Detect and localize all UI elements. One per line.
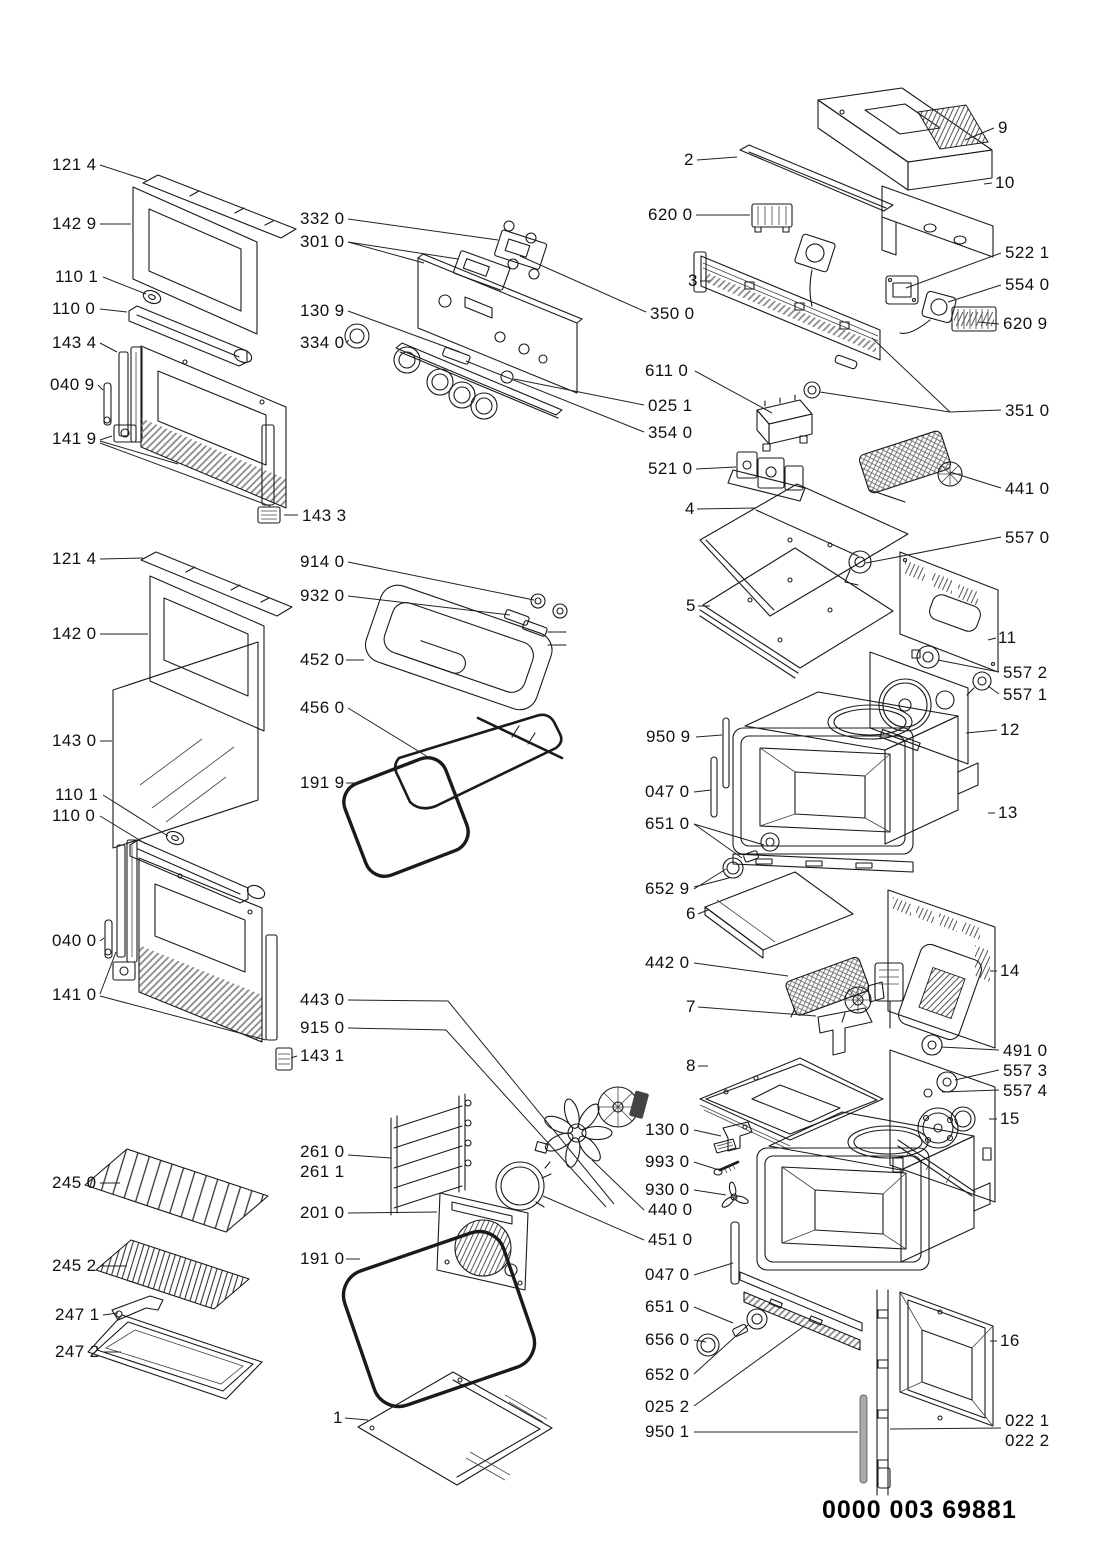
part-label: 191 9	[300, 773, 345, 792]
grill-element-group	[361, 580, 567, 714]
leader-line	[348, 1155, 391, 1158]
part-label: 14	[1000, 961, 1020, 980]
relay-611	[757, 395, 812, 451]
leader-line	[348, 562, 534, 600]
hinge-130	[714, 1122, 752, 1153]
part-label: 022 2	[1005, 1431, 1050, 1450]
part-label: 557 4	[1003, 1081, 1048, 1100]
part-label: 4	[685, 499, 695, 518]
part-label: 557 3	[1003, 1061, 1048, 1080]
part-label: 914 0	[300, 552, 345, 571]
part-label: 13	[998, 803, 1018, 822]
leader-line	[100, 938, 104, 941]
screw-993	[714, 1162, 738, 1175]
part-label: 025 2	[645, 1397, 690, 1416]
part-label: 557 1	[1003, 685, 1048, 704]
part-label: 993 0	[645, 1152, 690, 1171]
fan-motor-group	[535, 1087, 649, 1153]
leader-line	[348, 219, 498, 240]
rear-trim-3	[694, 252, 880, 360]
part-label: 142 9	[52, 214, 97, 233]
bracket-7	[818, 1008, 872, 1055]
part-label: 656 0	[645, 1330, 690, 1349]
part-label: 261 0	[300, 1142, 345, 1161]
rear-panel-14	[875, 890, 995, 1048]
part-label: 350 0	[650, 304, 695, 323]
leader-line	[694, 824, 742, 858]
part-label: 245 2	[52, 1256, 97, 1275]
part-label: 554 0	[1005, 275, 1050, 294]
bracket-521	[728, 452, 805, 501]
part-label: 121 4	[52, 549, 97, 568]
leader-line	[697, 157, 737, 160]
door-seal-small	[338, 752, 474, 882]
lamp-ring-451	[496, 1162, 551, 1210]
part-label: 652 0	[645, 1365, 690, 1384]
leader-line	[348, 242, 458, 259]
leader-line	[948, 285, 1001, 302]
part-label: 025 1	[648, 396, 693, 415]
part-label: 130 9	[300, 301, 345, 320]
part-label: 620 0	[648, 205, 693, 224]
motor-491	[922, 1035, 942, 1055]
part-label: 261 1	[300, 1162, 345, 1181]
part-label: 5	[686, 596, 696, 615]
part-label: 047 0	[645, 782, 690, 801]
part-label: 3	[688, 271, 698, 290]
leader-line	[696, 735, 722, 737]
leader-line	[348, 242, 424, 263]
document-number: 0000 003 69881	[822, 1496, 1017, 1524]
part-label: 110 0	[52, 806, 96, 825]
rear-panel-11	[900, 552, 998, 672]
terminal-strip-620-9	[952, 307, 996, 331]
switch-522	[886, 276, 918, 304]
part-label: 522 1	[1005, 243, 1050, 262]
leader-line	[820, 392, 950, 412]
leader-line	[950, 472, 1001, 488]
part-label: 1	[333, 1408, 343, 1427]
leader-line	[592, 1160, 644, 1210]
leader-line	[696, 467, 736, 469]
part-label: 047 0	[645, 1265, 690, 1284]
part-label: 334 0	[300, 333, 345, 352]
deflector-plate-6	[705, 872, 853, 958]
top-panel-4	[700, 484, 908, 616]
part-label: 141 9	[52, 429, 97, 448]
leader-line	[348, 311, 460, 352]
leader-line	[694, 790, 711, 792]
part-label: 620 9	[1003, 314, 1048, 333]
part-label: 12	[1000, 720, 1020, 739]
part-label: 15	[1000, 1109, 1020, 1128]
leader-line	[348, 1212, 437, 1213]
part-label: 6	[686, 904, 696, 923]
motor-557-1	[967, 672, 991, 695]
part-label: 247 2	[55, 1342, 100, 1361]
front-trim-bars-lower	[740, 1272, 862, 1350]
part-label: 142 0	[52, 624, 97, 643]
part-label: 611 0	[645, 361, 689, 380]
oven-cavity-upper	[711, 692, 978, 872]
leader-line	[988, 638, 996, 640]
part-label: 110 0	[52, 299, 96, 318]
door-frame-strip	[877, 1290, 890, 1495]
part-label: 441 0	[1005, 479, 1050, 498]
part-label: 354 0	[648, 423, 693, 442]
part-label: 130 0	[645, 1120, 690, 1139]
part-label: 456 0	[300, 698, 345, 717]
part-label: 10	[995, 173, 1015, 192]
leader-line	[100, 436, 112, 440]
shelf-panel-5	[700, 548, 893, 678]
part-label: 191 0	[300, 1249, 345, 1268]
top-cover-9	[818, 88, 992, 190]
leader-line	[906, 253, 1001, 288]
leader-line	[100, 343, 117, 352]
motor-557-3-4	[924, 1072, 957, 1097]
leader-line	[694, 1130, 721, 1136]
leader-line	[941, 1047, 999, 1050]
part-label: 452 0	[300, 650, 345, 669]
leader-line	[694, 869, 726, 889]
part-label: 16	[1000, 1331, 1020, 1350]
leader-line	[100, 558, 143, 559]
part-label: 652 9	[645, 879, 690, 898]
motor-557-2	[912, 646, 939, 668]
leader-line	[694, 1190, 726, 1195]
racks-and-trays	[85, 1149, 268, 1399]
sensor-351-targets	[804, 354, 858, 398]
part-label: 301 0	[300, 232, 345, 251]
leader-line	[345, 1418, 368, 1420]
part-label: 040 9	[50, 375, 95, 394]
leader-line	[103, 277, 146, 294]
leader-line	[966, 730, 997, 733]
part-label: 143 3	[302, 506, 347, 525]
part-label: 651 0	[645, 1297, 690, 1316]
seal-rod-950-1	[860, 1395, 867, 1483]
leader-line	[694, 1307, 733, 1323]
part-label: 121 4	[52, 155, 97, 174]
leader-line	[100, 816, 146, 844]
part-label: 442 0	[645, 953, 690, 972]
side-rail-10	[882, 186, 993, 257]
cooling-fan-442	[785, 956, 884, 1022]
leader-line	[514, 379, 644, 405]
leader-line	[694, 824, 764, 845]
fan-wheel-440	[542, 1098, 612, 1169]
leader-line	[348, 708, 428, 757]
part-label: 557 2	[1003, 663, 1048, 682]
part-label: 201 0	[300, 1203, 345, 1222]
part-label: 143 0	[52, 731, 97, 750]
part-label: 11	[998, 628, 1017, 647]
part-label: 7	[686, 997, 696, 1016]
part-label: 141 0	[52, 985, 97, 1004]
door-assembly-top	[104, 175, 296, 523]
leader-line	[694, 1340, 706, 1342]
part-label: 451 0	[648, 1230, 693, 1249]
tangential-fan-441	[858, 430, 962, 502]
terminal-block-620	[752, 204, 792, 232]
leader-line	[694, 963, 788, 976]
part-label: 651 0	[645, 814, 690, 833]
leader-line	[100, 165, 146, 180]
part-label: 930 0	[645, 1180, 690, 1199]
part-label: 932 0	[300, 586, 345, 605]
leader-line	[872, 338, 1001, 412]
leader-line	[348, 1028, 606, 1207]
part-label: 521 0	[648, 459, 693, 478]
part-label: 491 0	[1003, 1041, 1048, 1060]
leader-line	[697, 508, 756, 509]
door-assembly-bottom	[105, 552, 292, 1070]
leader-line	[988, 686, 999, 694]
leader-line	[890, 1428, 1001, 1429]
leader-line	[348, 1000, 614, 1204]
front-trim-2	[740, 145, 893, 211]
part-label: 332 0	[300, 209, 345, 228]
timer-motor-350	[794, 233, 836, 306]
leader-line	[100, 309, 127, 312]
part-label: 245 0	[52, 1173, 97, 1192]
outer-door-16	[900, 1292, 993, 1426]
leader-line	[543, 1196, 644, 1240]
inner-panel-12	[870, 652, 968, 764]
part-label: 950 9	[646, 727, 691, 746]
leader-line	[520, 256, 646, 312]
bottom-element-group	[395, 715, 562, 808]
leader-line	[866, 537, 1001, 563]
part-label: 110 1	[55, 267, 99, 286]
part-label: 443 0	[300, 990, 345, 1009]
part-label: 2	[684, 150, 694, 169]
part-label: 9	[998, 118, 1008, 137]
leader-line	[938, 660, 999, 672]
part-label: 143 1	[300, 1046, 345, 1065]
part-label: 351 0	[1005, 401, 1050, 420]
leader-line	[695, 371, 772, 413]
part-label: 247 1	[55, 1305, 100, 1324]
part-label: 022 1	[1005, 1411, 1050, 1430]
leader-line	[98, 385, 103, 390]
part-label: 557 0	[1005, 528, 1050, 547]
leader-line	[698, 910, 708, 914]
leader-line	[984, 183, 992, 184]
part-label: 8	[686, 1056, 696, 1075]
leader-line	[348, 596, 510, 615]
leader-line	[694, 1162, 719, 1170]
part-label: 040 0	[52, 931, 97, 950]
part-label: 110 1	[55, 785, 99, 804]
part-label: 950 1	[645, 1422, 690, 1441]
part-label: 440 0	[648, 1200, 693, 1219]
lamp-group-lower	[697, 1309, 767, 1356]
part-label: 143 4	[52, 333, 97, 352]
leader-line	[694, 1263, 733, 1275]
oven-cavity-lower	[731, 1112, 990, 1284]
part-label: 915 0	[300, 1018, 345, 1037]
